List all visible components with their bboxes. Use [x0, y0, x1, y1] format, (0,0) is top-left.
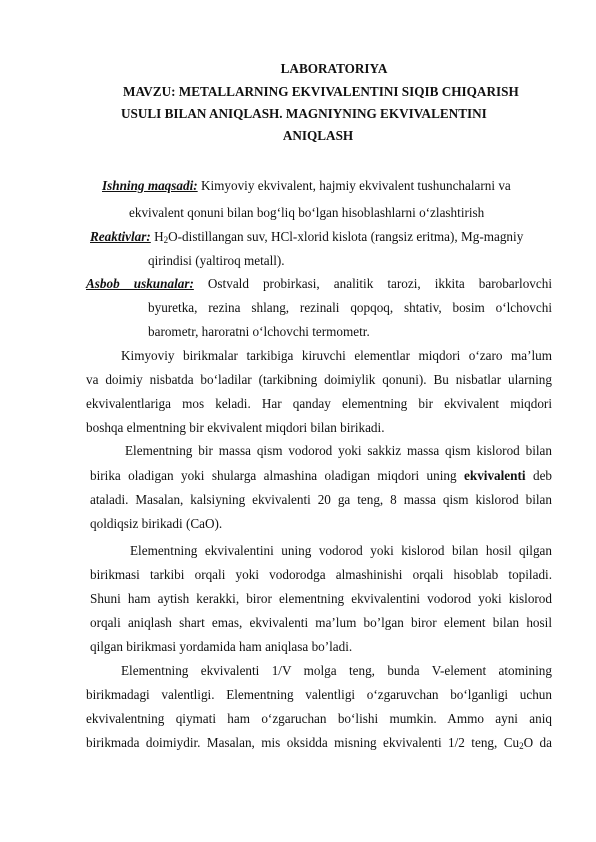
topic-line-2: USULI BILAN ANIQLASH. MAGNIYNING EKVIVALENTINI	[121, 106, 487, 121]
p3-line-3: Shuni ham aytish kerakki, biror elementning ekvivalentini vodorod yoki kislorod	[90, 591, 552, 606]
p2-line-4: qoldiqsiz birikadi (CaO).	[90, 516, 223, 531]
goal-label: Ishning maqsadi:	[102, 178, 198, 193]
tools-line-2: byuretka, rezina shlang, rezinali qopqoq, shtativ, bosim o‘lchovchi	[148, 300, 552, 315]
lab-title: LABORATORIYA	[280, 61, 388, 76]
tools-text-1: Ostvald probirkasi, analitik tarozi, ikkita barobarlovchi	[207, 276, 552, 291]
p3-line-5: qilgan birikmasi yordamida ham aniqlasa bo’ladi.	[90, 639, 353, 654]
p1-line-1: Kimyoviy birikmalar tarkibiga kiruvchi elementlar miqdori o‘zaro ma’lum	[121, 348, 552, 363]
p2-line-1: Elementning bir massa qism vodorod yoki sakkiz massa qism kislorod bilan	[125, 443, 552, 458]
p2-line-3: ataladi. Masalan, kalsiyning ekvivalenti 20 ga teng, 8 massa qism kislorod bilan	[90, 492, 552, 507]
p1-line-2: va doimiy nisbatda bo‘ladilar (tarkibning doimiylik qonuni). Bu nisbatlar ularning	[86, 372, 552, 387]
reagents-line-2: qirindisi (yaltiroq metall).	[148, 253, 285, 268]
goal-text-1: Kimyoviy ekvivalent, hajmiy ekvivalent tushunchalarni va	[200, 178, 511, 193]
goal-line-2: ekvivalent qonuni bilan bog‘liq bo‘lgan hisoblashlarni o‘zlashtirish	[129, 205, 485, 220]
p2-line-2: birika oladigan yoki shularga almashina oladigan miqdori uning ekvivalenti deb	[90, 468, 553, 483]
p4-line-1: Elementning ekvivalenti 1/V molga teng, bunda V-element atomining	[121, 663, 552, 678]
tools-label: Asbob uskunalar:	[86, 276, 194, 291]
topic-line-1: MAVZU: METALLARNING EKVIVALENTINI SIQIB CHIQARISH	[123, 84, 519, 99]
p3-line-2: birikmasi tarkibi orqali yoki vodorodga almashinishi orqali hisoblab topiladi.	[90, 567, 552, 582]
p3-line-4: orqali aniqlash shart emas, ekvivalenti ma’lum bo’lgan biror element bilan hosil	[90, 615, 552, 630]
goal-line-1	[102, 178, 511, 194]
p4-line-4: birikmada doimiydir. Masalan, mis oksidda misning ekvivalenti 1/2 teng, $Cu_2O$ da	[86, 735, 552, 751]
reagents-formula: $H_2O$-distillangan suv, HCl-xlorid kislota (rangsiz eritma), Mg-magniy	[154, 229, 524, 245]
p4-line-3: ekvivalentning qiymati ham o‘zgaruchan bo‘lishi mumkin. Ammo ayni aniq	[86, 711, 552, 726]
p4-line-2: birikmadagi valentligi. Elementning valentligi o‘zgaruvchan bo‘lganligi uchun	[86, 687, 552, 702]
tools-line-1	[86, 276, 552, 292]
ekvivalenti-bold: ekvivalenti	[464, 468, 526, 483]
reagents-label: Reaktivlar:	[90, 229, 151, 244]
tools-line-3: barometr, haroratni o‘lchovchi termometr.	[148, 324, 370, 339]
topic-line-3: ANIQLASH	[282, 128, 354, 143]
p1-line-4: boshqa elmentning bir ekvivalent miqdori bilan birikadi.	[86, 420, 385, 435]
p3-line-1: Elementning ekvivalentini uning vodorod yoki kislorod bilan hosil qilgan	[130, 543, 552, 558]
p1-line-3: ekvivalentlariga mos keladi. Har qanday elementning bir ekvivalent miqdori	[86, 396, 552, 411]
reagents-line-1	[90, 229, 523, 245]
